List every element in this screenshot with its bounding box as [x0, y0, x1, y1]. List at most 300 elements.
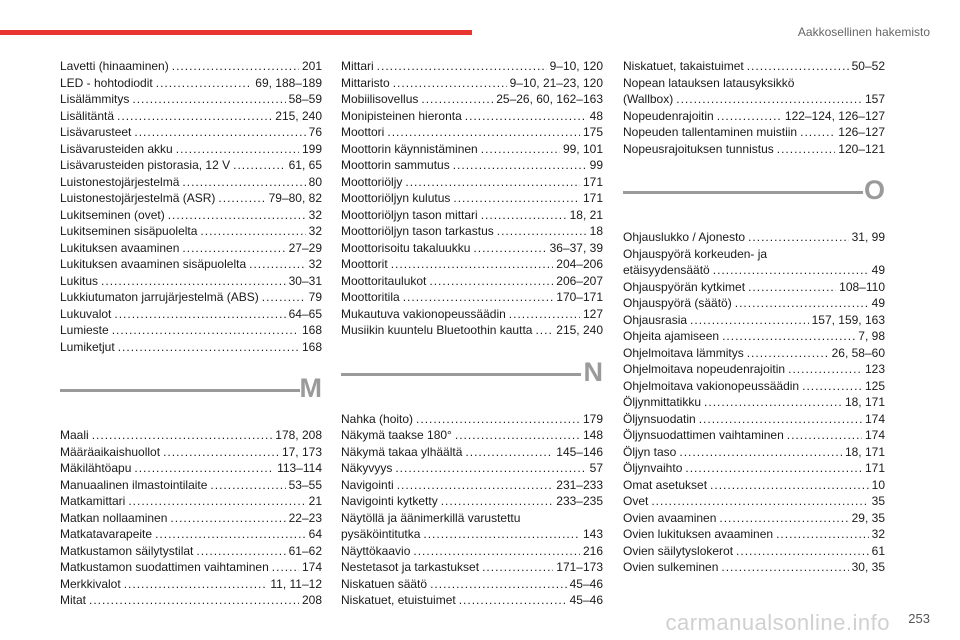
entry-pages: 49: [871, 296, 885, 310]
entry-term: Omat asetukset: [623, 477, 708, 492]
entry-pages: 10: [871, 477, 885, 492]
entry-term: etäisyydensäätö: [623, 263, 710, 277]
entry-term: Ohjelmoitava nopeudenrajoitin: [623, 362, 786, 376]
index-entry: [60, 427, 322, 444]
entry-pages: 29, 35: [851, 510, 885, 525]
dot-leader: [397, 477, 554, 494]
dot-leader: [155, 526, 306, 543]
index-entry: [341, 75, 603, 92]
entry-pages: 113–114: [277, 461, 322, 475]
section-header: [60, 373, 322, 417]
entry-pages: 48: [589, 108, 603, 123]
entry-term: Matkustamon suodattimen vaihtaminen: [60, 560, 269, 574]
entry-pages: 32: [308, 224, 322, 238]
entry-pages: 32: [871, 527, 885, 541]
entry-term: pysäköintitutka: [341, 527, 421, 541]
entry-term: Ohjausrasia: [623, 312, 688, 327]
dot-leader: [403, 289, 554, 306]
dot-leader: [163, 444, 279, 461]
dot-leader: [685, 460, 862, 477]
index-entry: [341, 510, 603, 527]
entry-term: Matkustamon säilytystilat: [60, 543, 194, 558]
index-entry: [623, 141, 885, 158]
dot-leader: [722, 328, 855, 345]
dot-leader: [651, 493, 868, 510]
index-entry: [341, 289, 603, 306]
index-entry: [341, 576, 603, 593]
entry-term: Lumieste: [60, 323, 109, 337]
index-entry: [60, 223, 322, 240]
dot-leader: [132, 91, 285, 108]
index-entry: [623, 312, 885, 329]
index-entry: [341, 174, 603, 191]
entry-term: Lisävarusteiden pistorasia, 12 V: [60, 158, 231, 172]
dot-leader: [182, 240, 285, 257]
dot-leader: [395, 460, 586, 477]
entry-term: Matkatavarapeite: [60, 527, 153, 541]
entry-term: Luistonestojärjestelmä (ASR): [60, 191, 216, 205]
dot-leader: [735, 295, 869, 312]
entry-term: Moottorin käynnistäminen: [341, 141, 478, 156]
index-entry: [60, 493, 322, 510]
index-entry: [623, 58, 885, 75]
entry-pages: 18, 21: [569, 207, 603, 222]
entry-pages: 171: [864, 461, 885, 475]
dot-leader: [713, 262, 869, 279]
entry-pages: 174: [864, 428, 885, 442]
entry-term: Öljynsuodatin: [623, 411, 696, 426]
entry-term: Moottori: [341, 125, 385, 139]
entry-pages: 231–233: [556, 477, 603, 492]
dot-leader: [453, 157, 587, 174]
entry-term: Nopeusrajoituksen tunnistus: [623, 141, 774, 156]
index-entry: [341, 427, 603, 444]
entry-term: Mukautuva vakionopeussäädin: [341, 306, 506, 321]
index-entry: [623, 246, 885, 263]
entry-term: Lukitseminen (ovet): [60, 207, 165, 222]
index-entry: [60, 289, 322, 306]
entry-pages: 22–23: [288, 510, 322, 525]
index-entry: [623, 510, 885, 527]
entry-term: Ohjauspyörän kytkimet: [623, 279, 746, 294]
index-entry: [623, 108, 885, 125]
entry-term: Öljyn taso: [623, 444, 677, 459]
dot-leader: [101, 273, 286, 290]
dot-leader: [134, 124, 305, 141]
dot-leader: [156, 75, 253, 92]
dot-leader: [465, 444, 553, 461]
index-entry: [623, 559, 885, 576]
entry-pages: 25–26, 60, 162–163: [496, 92, 603, 106]
entry-pages: 53–55: [288, 477, 322, 492]
section-header: [341, 356, 603, 401]
index-entry: [341, 559, 603, 576]
entry-pages: 174: [864, 411, 885, 426]
entry-term: (Wallbox): [623, 92, 674, 106]
dot-leader: [393, 75, 507, 92]
entry-term: Moottorin sammutus: [341, 158, 450, 172]
dot-leader: [118, 339, 299, 356]
section-letter: N: [583, 356, 603, 387]
entry-pages: 45–46: [569, 593, 603, 607]
index-entry: [60, 75, 322, 92]
entry-pages: 125: [864, 378, 885, 393]
dot-leader: [172, 58, 299, 75]
dot-leader: [182, 174, 305, 191]
dot-leader: [459, 592, 567, 609]
index-entry: [623, 361, 885, 378]
entry-pages: 215, 240: [275, 108, 322, 123]
index-entry: [341, 444, 603, 461]
entry-pages: 61: [871, 543, 885, 558]
index-entry: [623, 477, 885, 494]
entry-term: Lisälitäntä: [60, 108, 115, 123]
dot-leader: [721, 559, 848, 576]
index-entry: [60, 477, 322, 494]
entry-pages: 69, 188–189: [255, 75, 322, 90]
entry-pages: 171: [582, 174, 603, 189]
entry-term: Nopean latauksen latausyksikkö: [623, 75, 795, 90]
dot-leader: [170, 510, 285, 527]
entry-pages: 61–62: [288, 543, 322, 558]
entry-pages: 32: [308, 257, 322, 271]
index-entry: [341, 108, 603, 125]
dot-leader: [719, 510, 848, 527]
entry-term: Lukkiutumaton jarrujärjestelmä (ABS): [60, 290, 259, 304]
entry-pages: 58–59: [288, 92, 322, 106]
entry-term: Moottorisoitu takaluukku: [341, 240, 471, 255]
entry-term: Ohjauspyörä (säätö): [623, 296, 732, 310]
index-entry: [60, 460, 322, 477]
index-entry: [60, 444, 322, 461]
entry-pages: 26, 58–60: [831, 345, 885, 360]
entry-term: LED - hohtodiodit: [60, 75, 153, 90]
dot-leader: [200, 223, 305, 240]
entry-term: Moottoriöljy: [341, 174, 403, 189]
entry-pages: 108–110: [839, 279, 885, 294]
entry-term: Navigointi kytketty: [341, 494, 438, 508]
dot-leader: [787, 427, 862, 444]
dot-leader: [509, 306, 580, 323]
entry-pages: 30–31: [288, 273, 322, 288]
dot-leader: [134, 460, 274, 477]
dot-leader: [776, 526, 869, 543]
entry-pages: 126–127: [838, 125, 885, 139]
entry-pages: 99: [589, 158, 603, 172]
entry-pages: 170–171: [556, 290, 603, 304]
index-entry: [341, 207, 603, 224]
index-entry: [341, 526, 603, 543]
entry-pages: 120–121: [838, 141, 885, 156]
entry-term: Lukuvalot: [60, 306, 112, 321]
section-divider: [341, 373, 581, 376]
dot-leader: [455, 427, 580, 444]
entry-pages: 30, 35: [851, 560, 885, 574]
entry-term: Lukituksen avaaminen sisäpuolelta: [60, 257, 247, 271]
entry-pages: 17, 173: [281, 444, 322, 459]
dot-leader: [92, 427, 273, 444]
dot-leader: [690, 312, 809, 329]
index-entry: [341, 124, 603, 141]
index-entry: [623, 91, 885, 108]
entry-term: Merkkivalot: [60, 576, 121, 591]
entry-term: Maali: [60, 428, 89, 442]
entry-term: Ohjauslukko / Ajonesto: [623, 230, 746, 244]
index-entry: [623, 460, 885, 477]
entry-term: Luistonestojärjestelmä: [60, 174, 180, 189]
entry-pages: 32: [308, 207, 322, 222]
dot-leader: [176, 141, 299, 158]
entry-term: Niskatuen säätö: [341, 576, 428, 591]
entry-term: Nestetasot ja tarkastukset: [341, 560, 480, 574]
page-number: 253: [908, 611, 930, 626]
entry-term: Matkan nollaaminen: [60, 510, 168, 525]
index-entry: [60, 510, 322, 527]
entry-term: Navigointi: [341, 477, 394, 492]
index-entry: [623, 394, 885, 411]
page-header-title: Aakkosellinen hakemisto: [797, 25, 930, 39]
entry-term: Öljynmittatikku: [623, 395, 702, 409]
section-letter: M: [299, 373, 322, 403]
entry-pages: 216: [582, 543, 603, 558]
dot-leader: [117, 108, 272, 125]
entry-term: Nopeudenrajoitin: [623, 108, 714, 123]
entry-term: Lukitseminen sisäpuolelta: [60, 224, 198, 238]
index-entry: [341, 141, 603, 158]
entry-pages: 18, 171: [844, 444, 885, 459]
entry-term: Moottoritaulukot: [341, 273, 427, 288]
index-entry: [623, 411, 885, 428]
entry-term: Lisävarusteiden akku: [60, 141, 173, 156]
entry-term: Ovet: [623, 494, 649, 508]
entry-pages: 99, 101: [562, 141, 603, 156]
index-entry: [623, 444, 885, 461]
dot-leader: [405, 174, 580, 191]
entry-term: Lukitus: [60, 273, 99, 288]
header-accent-bar: [0, 30, 472, 35]
entry-pages: 79: [308, 290, 322, 304]
dot-leader: [262, 289, 306, 306]
dot-leader: [747, 345, 829, 362]
index-entry: [341, 460, 603, 477]
entry-term: Nahka (hoito): [341, 411, 414, 426]
entry-term: Lumiketjut: [60, 339, 115, 354]
entry-term: Mittari: [341, 59, 374, 73]
entry-pages: 49: [871, 263, 885, 277]
dot-leader: [416, 411, 580, 428]
entry-pages: 201: [301, 59, 322, 73]
dot-leader: [710, 477, 869, 494]
entry-pages: 206–207: [556, 273, 603, 288]
index-entry: [623, 124, 885, 141]
entry-pages: 174: [301, 560, 322, 574]
entry-term: Moottoritila: [341, 290, 400, 304]
index-entry: [60, 322, 322, 339]
entry-pages: 145–146: [556, 444, 603, 459]
dot-leader: [481, 207, 567, 224]
dot-leader: [481, 141, 560, 158]
dot-leader: [473, 240, 546, 257]
index-entry: [60, 273, 322, 290]
dot-leader: [748, 229, 849, 246]
section-divider: [623, 191, 863, 194]
index-entry: [341, 157, 603, 174]
entry-pages: 171: [582, 191, 603, 205]
dot-leader: [421, 91, 493, 108]
entry-pages: 9–10, 120: [549, 59, 603, 73]
dot-leader: [272, 559, 299, 576]
entry-pages: 57: [589, 461, 603, 475]
entry-term: Ovien lukituksen avaaminen: [623, 527, 774, 541]
entry-term: Öljynvaihto: [623, 461, 683, 475]
entry-pages: 204–206: [556, 257, 603, 271]
entry-term: Moottoriöljyn tason mittari: [341, 207, 478, 222]
index-column-1: [60, 58, 322, 609]
index-entry: [341, 322, 603, 339]
dot-leader: [429, 273, 553, 290]
entry-pages: 18: [589, 224, 603, 238]
entry-pages: 76: [308, 125, 322, 139]
dot-leader: [777, 141, 836, 158]
dot-leader: [704, 394, 842, 411]
index-entry: [341, 58, 603, 75]
index-entry: [623, 526, 885, 543]
dot-leader: [747, 58, 849, 75]
dot-leader: [717, 108, 782, 125]
index-entry: [60, 592, 322, 609]
entry-pages: 45–46: [569, 576, 603, 591]
index-entry: [341, 91, 603, 108]
index-entry: [341, 306, 603, 323]
entry-term: Monipisteinen hieronta: [341, 108, 462, 123]
dot-leader: [413, 543, 580, 560]
dot-leader: [482, 559, 553, 576]
entry-term: Ovien säilytyslokerot: [623, 543, 734, 558]
entry-term: Niskatuet, takaistuimet: [623, 59, 744, 73]
entry-term: Lisälämmitys: [60, 92, 130, 106]
entry-term: Lavetti (hinaaminen): [60, 59, 169, 73]
entry-pages: 31, 99: [851, 230, 885, 244]
entry-term: Ohjauspyörä korkeuden- ja: [623, 246, 768, 261]
entry-pages: 215, 240: [556, 323, 603, 337]
dot-leader: [465, 108, 587, 125]
index-entry: [341, 240, 603, 257]
entry-pages: 50–52: [851, 59, 885, 73]
entry-term: Näytöllä ja äänimerkillä varustettu: [341, 510, 521, 525]
entry-pages: 157: [864, 92, 885, 106]
index-entry: [60, 190, 322, 207]
entry-term: Moottoriöljyn tason tarkastus: [341, 224, 494, 238]
dot-leader: [423, 526, 580, 543]
entry-pages: 199: [301, 141, 322, 156]
entry-term: Mobiilisovellus: [341, 92, 419, 106]
entry-pages: 179: [582, 411, 603, 426]
dot-leader: [430, 576, 567, 593]
entry-term: Öljynsuodattimen vaihtaminen: [623, 428, 784, 442]
index-entry: [341, 223, 603, 240]
dot-leader: [676, 91, 862, 108]
index-entry: [60, 108, 322, 125]
dot-leader: [89, 592, 299, 609]
index-entry: [60, 124, 322, 141]
entry-pages: 9–10, 21–23, 120: [509, 75, 603, 90]
dot-leader: [124, 576, 268, 593]
entry-term: Ohjeita ajamiseen: [623, 329, 720, 343]
entry-pages: 18, 171: [844, 395, 885, 409]
entry-term: Näkyvyys: [341, 461, 393, 475]
index-entry: [60, 157, 322, 174]
entry-pages: 157, 159, 163: [811, 312, 885, 327]
entry-pages: 171–173: [556, 560, 603, 574]
index-entry: [60, 174, 322, 191]
dot-leader: [218, 190, 265, 207]
entry-pages: 64–65: [288, 306, 322, 321]
dot-leader: [800, 124, 835, 141]
index-entry: [341, 543, 603, 560]
dot-leader: [196, 543, 285, 560]
index-entry: [623, 75, 885, 92]
dot-leader: [168, 207, 306, 224]
entry-term: Lukituksen avaaminen: [60, 240, 180, 255]
dot-leader: [736, 543, 869, 560]
index-entry: [60, 240, 322, 257]
index-column-3: [623, 58, 885, 576]
dot-leader: [210, 477, 285, 494]
entry-pages: 80: [308, 174, 322, 189]
dot-leader: [377, 58, 547, 75]
entry-pages: 233–235: [556, 494, 603, 508]
entry-pages: 175: [582, 125, 603, 139]
entry-term: Nopeuden tallentaminen muistiin: [623, 125, 798, 139]
index-column-2: [341, 58, 603, 609]
entry-term: Mäkilähtöapu: [60, 461, 132, 475]
dot-leader: [114, 306, 285, 323]
entry-term: Ohjelmoitava lämmitys: [623, 345, 744, 360]
entry-term: Niskatuet, etuistuimet: [341, 593, 456, 607]
index-entry: [60, 141, 322, 158]
entry-pages: 35: [871, 494, 885, 508]
index-entry: [623, 427, 885, 444]
entry-term: Musiikin kuuntelu Bluetoothin kautta: [341, 323, 533, 337]
index-entry: [60, 339, 322, 356]
entry-pages: 143: [582, 527, 603, 541]
entry-pages: 178, 208: [275, 428, 322, 442]
index-entry: [623, 493, 885, 510]
dot-leader: [128, 493, 305, 510]
dot-leader: [233, 157, 286, 174]
index-entry: [60, 256, 322, 273]
dot-leader: [802, 378, 862, 395]
entry-pages: 123: [864, 362, 885, 376]
entry-term: Moottorit: [341, 257, 388, 271]
index-entry: [60, 91, 322, 108]
index-entry: [60, 576, 322, 593]
index-entry: [623, 295, 885, 312]
entry-term: Ohjelmoitava vakionopeussäädin: [623, 378, 800, 393]
section-letter: O: [863, 175, 885, 205]
index-entry: [60, 58, 322, 75]
index-entry: [623, 262, 885, 279]
index-entry: [60, 543, 322, 560]
entry-pages: 148: [582, 428, 603, 442]
index-entry: [623, 328, 885, 345]
entry-pages: 61, 65: [288, 158, 322, 172]
entry-term: Näyttökaavio: [341, 543, 411, 558]
index-entry: [341, 477, 603, 494]
entry-term: Ovien sulkeminen: [623, 560, 719, 574]
entry-pages: 21: [308, 494, 322, 508]
entry-pages: 64: [308, 527, 322, 541]
